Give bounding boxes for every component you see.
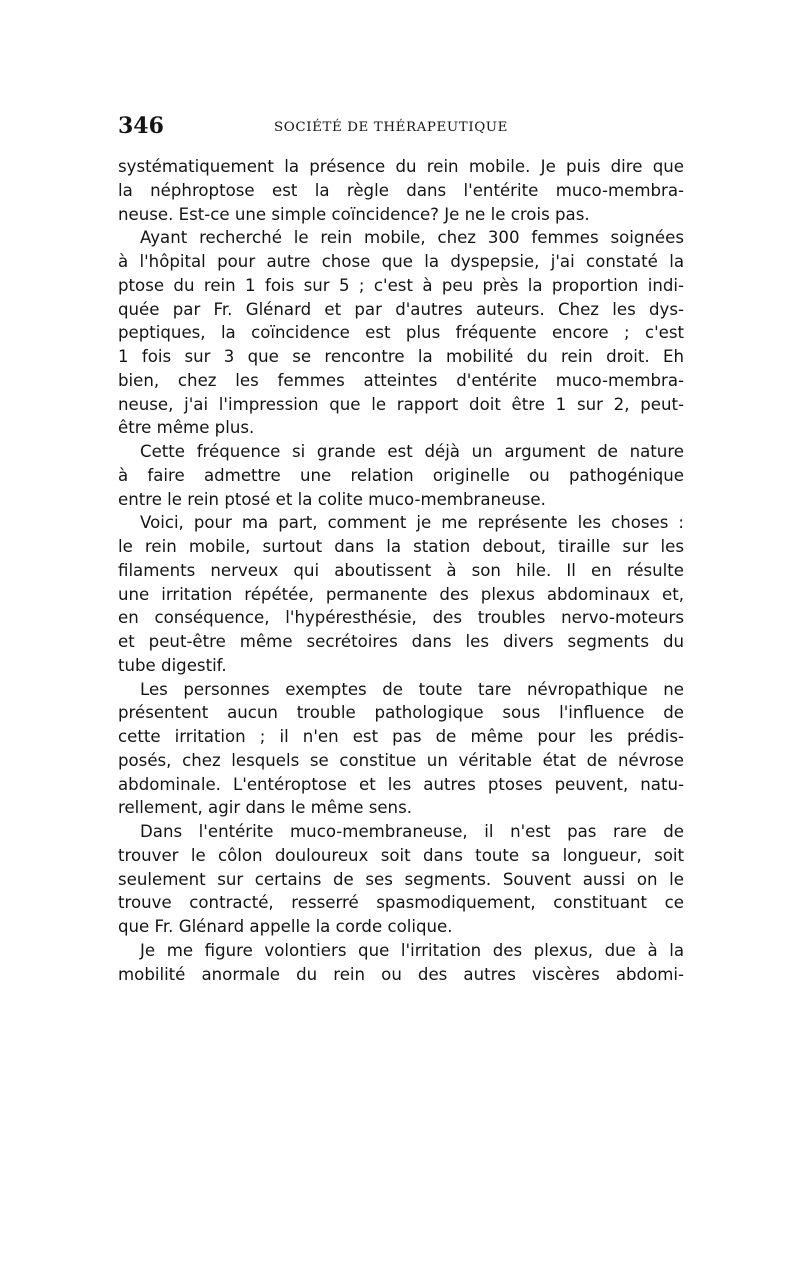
text-line: bien, chez les femmes atteintes d'entérite muco-membra-	[118, 370, 684, 390]
text-line: trouve contracté, resserré spasmodiquement, constituant ce	[118, 893, 684, 913]
text-line: peptiques, la coïncidence est plus fréquente encore ; c'est	[118, 323, 684, 343]
text-line: Les personnes exemptes de toute tare névropathique ne	[140, 679, 684, 699]
text-line: être même plus.	[118, 418, 255, 438]
text-line: et peut-être même secrétoires dans les divers segments du	[118, 632, 684, 651]
text-line: abdominale. L'entéroptose et les autres ptoses peuvent, natu-	[118, 774, 684, 794]
text-line: tube digestif.	[118, 655, 227, 675]
text-line: Dans l'entérite muco-membraneuse, il n'est pas rare de	[140, 822, 684, 841]
text-line: présentent aucun trouble pathologique sous l'influence de	[118, 703, 684, 723]
text-line: 1 fois sur 3 que se rencontre la mobilité du rein droit. Eh	[118, 347, 684, 366]
text-line: le rein mobile, surtout dans la station debout, tiraille sur les	[118, 537, 684, 556]
page-header	[118, 111, 684, 145]
text-line: que Fr. Glénard appelle la corde colique.	[118, 917, 453, 936]
text-line: trouver le côlon douloureux soit dans toute sa longueur, soit	[118, 845, 684, 865]
text-line: cette irritation ; il n'en est pas de même pour les prédis-	[118, 727, 684, 746]
text-line: posés, chez lesquels se constitue un véritable état de névrose	[118, 750, 684, 770]
text-line: filaments nerveux qui aboutissent à son hile. Il en résulte	[118, 560, 684, 580]
page-number: 346	[118, 113, 164, 139]
text-line: entre le rein ptosé et la colite muco-membraneuse.	[118, 489, 546, 509]
text-line: Je me figure volontiers que l'irritation des plexus, due à la	[140, 940, 684, 960]
text-line: systématiquement la présence du rein mobile. Je puis dire que	[118, 157, 684, 176]
running-title: SOCIÉTÉ DE THÉRAPEUTIQUE	[274, 120, 509, 135]
text-line: en conséquence, l'hypéresthésie, des troubles nervo-moteurs	[118, 608, 684, 628]
text-line: rellement, agir dans le même sens.	[118, 798, 412, 818]
text-line: seulement sur certains de ses segments. Souvent aussi on le	[118, 869, 684, 889]
text-line: mobilité anormale du rein ou des autres viscères abdomi-	[118, 964, 684, 984]
text-line: Cette fréquence si grande est déjà un argument de nature	[140, 442, 684, 461]
text-line: neuse. Est-ce une simple coïncidence? Je ne le crois pas.	[118, 204, 590, 224]
text-line: à faire admettre une relation originelle ou pathogénique	[118, 465, 684, 485]
text-line: ptose du rein 1 fois sur 5 ; c'est à peu près la proportion indi-	[118, 275, 684, 295]
text-line: une irritation répétée, permanente des plexus abdominaux et,	[118, 584, 684, 604]
text-line: quée par Fr. Glénard et par d'autres auteurs. Chez les dys-	[118, 299, 684, 319]
text-line: neuse, j'ai l'impression que le rapport doit être 1 sur 2, peut-	[118, 394, 684, 414]
text-line: Ayant recherché le rein mobile, chez 300 femmes soignées	[140, 228, 684, 248]
text-line: à l'hôpital pour autre chose que la dyspepsie, j'ai constaté la	[118, 252, 684, 271]
text-line: Voici, pour ma part, comment je me représente les choses :	[140, 513, 684, 533]
text-line: la néphroptose est la règle dans l'entérite muco-membra-	[118, 180, 684, 200]
body-text	[118, 155, 684, 986]
